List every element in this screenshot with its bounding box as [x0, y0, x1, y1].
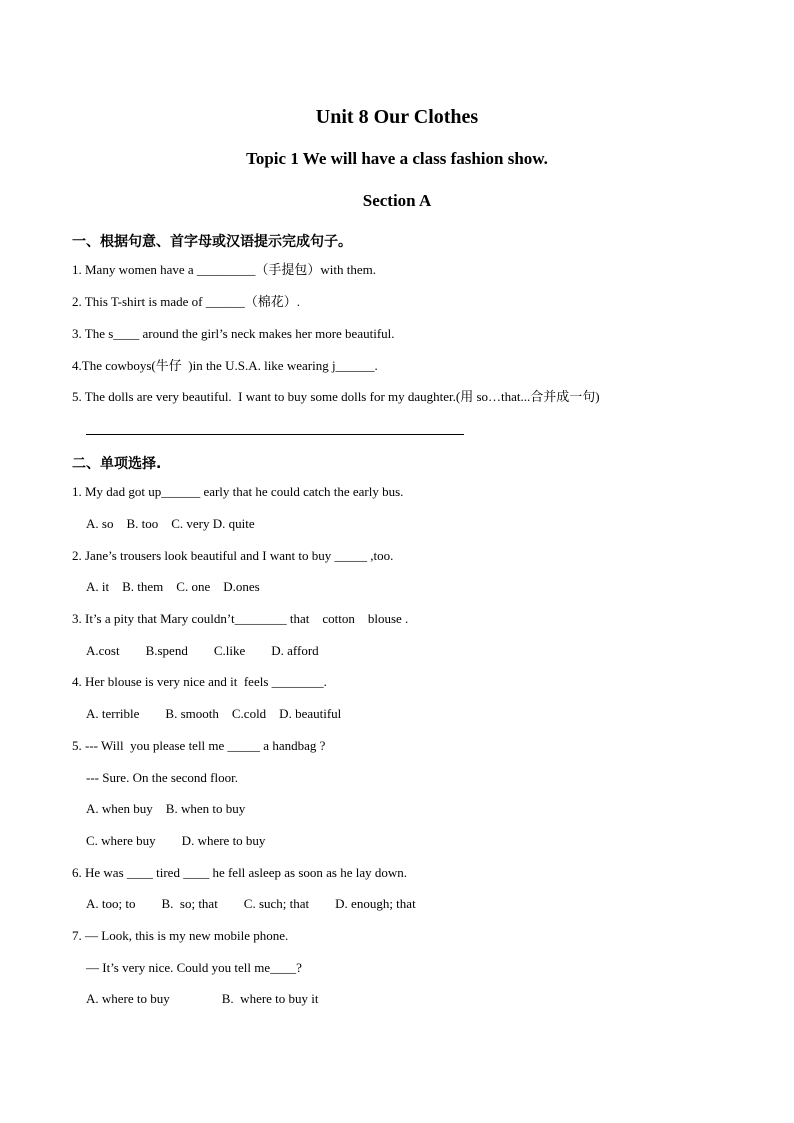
question-5-reply: --- Sure. On the second floor.: [86, 770, 238, 785]
question-3-options: A.cost B.spend C.like D. afford: [86, 643, 319, 658]
question-3: 3. It’s a pity that Mary couldn’t________ that cotton blouse .: [72, 611, 409, 626]
question-2-options: A. it B. them C. one D.ones: [86, 579, 260, 594]
part1-heading: 一、根据句意、首字母或汉语提示完成句子。: [72, 234, 352, 250]
part2-heading: 二、单项选择.: [72, 456, 162, 472]
question-7-options: A. where to buy B. where to buy it: [86, 991, 319, 1006]
question-2: 2. Jane’s trousers look beautiful and I want to buy _____ ,too.: [72, 548, 394, 563]
question-5-options-cd: C. where buy D. where to buy: [86, 833, 266, 848]
part1-item-2: 2. This T-shirt is made of ______（棉花）.: [72, 294, 300, 309]
question-5-options-ab: A. when buy B. when to buy: [86, 801, 246, 816]
answer-line: [86, 434, 464, 435]
question-1-options: A. so B. too C. very D. quite: [86, 516, 255, 531]
unit-title: Unit 8 Our Clothes: [315, 106, 479, 128]
part1-item-5: 5. The dolls are very beautiful. I want to buy some dolls for my daughter.(用 so…that...合并成一句): [72, 389, 600, 404]
part1-item-3: 3. The s____ around the girl’s neck makes her more beautiful.: [72, 326, 395, 341]
question-7: 7. — Look, this is my new mobile phone.: [72, 928, 289, 943]
part1-item-1: 1. Many women have a _________（手提包）with them.: [72, 262, 377, 277]
question-7-reply: — It’s very nice. Could you tell me____?: [86, 960, 302, 975]
part1-item-4: 4.The cowboys(牛仔 )in the U.S.A. like wearing j______.: [72, 358, 378, 373]
question-4: 4. Her blouse is very nice and it feels ________.: [72, 674, 327, 689]
question-6-options: A. too; to B. so; that C. such; that D. enough; that: [86, 896, 416, 911]
topic-title: Topic 1 We will have a class fashion show.: [246, 149, 548, 168]
section-title: Section A: [362, 191, 432, 210]
question-6: 6. He was ____ tired ____ he fell asleep as soon as he lay down.: [72, 865, 408, 880]
question-1: 1. My dad got up______ early that he could catch the early bus.: [72, 484, 404, 499]
question-5: 5. --- Will you please tell me _____ a handbag ?: [72, 738, 326, 753]
question-4-options: A. terrible B. smooth C.cold D. beautiful: [86, 706, 342, 721]
